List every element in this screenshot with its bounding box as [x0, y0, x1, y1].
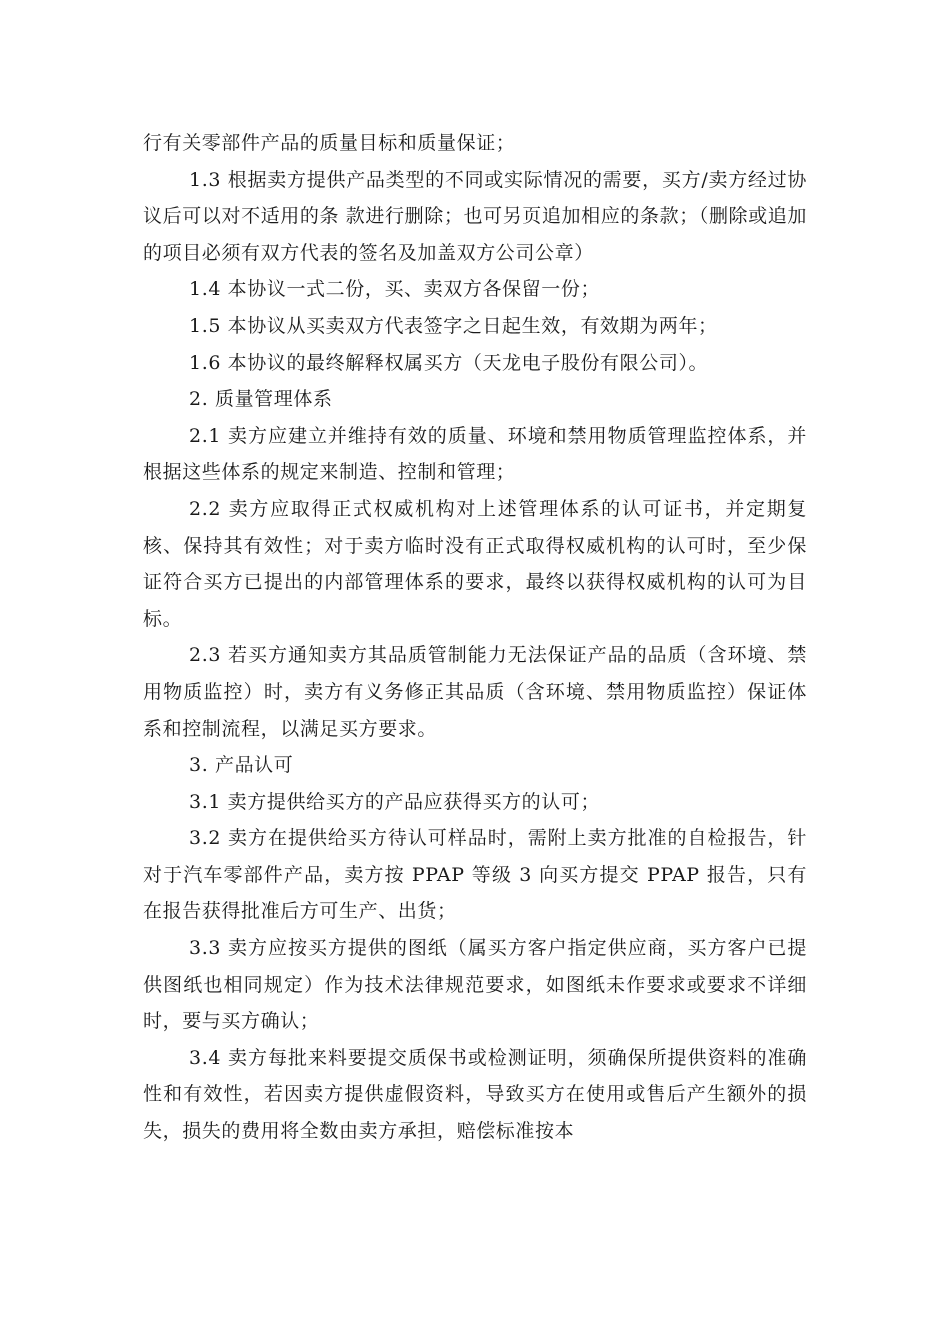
section-heading: 3. 产品认可	[189, 754, 294, 777]
document-body	[143, 125, 807, 1150]
paragraph: 1.5 本协议从买卖双方代表签字之日起生效，有效期为两年；	[189, 314, 718, 337]
paragraph: 2.2 卖方应取得正式权威机构对上述管理体系的认可证书，并定期复核、保持其有效性；对于卖方临时没有正式取得权威机构的认可时，至少保证符合买方已提出的内部管理体系的要求，最终以获得权威机构的认可为目标。	[143, 497, 807, 630]
paragraph: 1.4 本协议一式二份，买、卖双方各保留一份；	[189, 278, 601, 301]
paragraph: 3.2 卖方在提供给买方待认可样品时，需附上卖方批准的自检报告，针对于汽车零部件产品，卖方按 PPAP 等级 3 向买方提交 PPAP 报告，只有在报告获得批准后方可生产、出货；	[143, 827, 807, 923]
paragraph: 1.6 本协议的最终解释权属买方（天龙电子股份有限公司）。	[189, 351, 709, 374]
paragraph: 行有关零部件产品的质量目标和质量保证；	[143, 132, 516, 154]
paragraph: 3.3 卖方应按买方提供的图纸（属买方客户指定供应商，买方客户已提供图纸也相同规定）作为技术法律规范要求，如图纸未作要求或要求不详细时，要与买方确认；	[143, 937, 807, 1033]
section-heading: 2. 质量管理体系	[189, 388, 333, 411]
paragraph: 3.1 卖方提供给买方的产品应获得买方的认可；	[189, 790, 601, 813]
paragraph: 1.3 根据卖方提供产品类型的不同或实际情况的需要，买方/卖方经过协议后可以对不适用的条 款进行删除；也可另页追加相应的条款；（删除或追加的项目必须有双方代表的签名及加盖双方公司公章）	[143, 168, 807, 264]
paragraph: 3.4 卖方每批来料要提交质保书或检测证明，须确保所提供资料的准确性和有效性，若因卖方提供虚假资料，导致买方在使用或售后产生额外的损失，损失的费用将全数由卖方承担，赔偿标准按本	[143, 1046, 807, 1143]
paragraph: 2.3 若买方通知卖方其品质管制能力无法保证产品的品质（含环境、禁用物质监控）时，卖方有义务修正其品质（含环境、禁用物质监控）保证体系和控制流程，以满足买方要求。	[143, 644, 807, 740]
paragraph: 2.1 卖方应建立并维持有效的质量、环境和禁用物质管理监控体系，并根据这些体系的规定来制造、控制和管理；	[143, 424, 807, 484]
